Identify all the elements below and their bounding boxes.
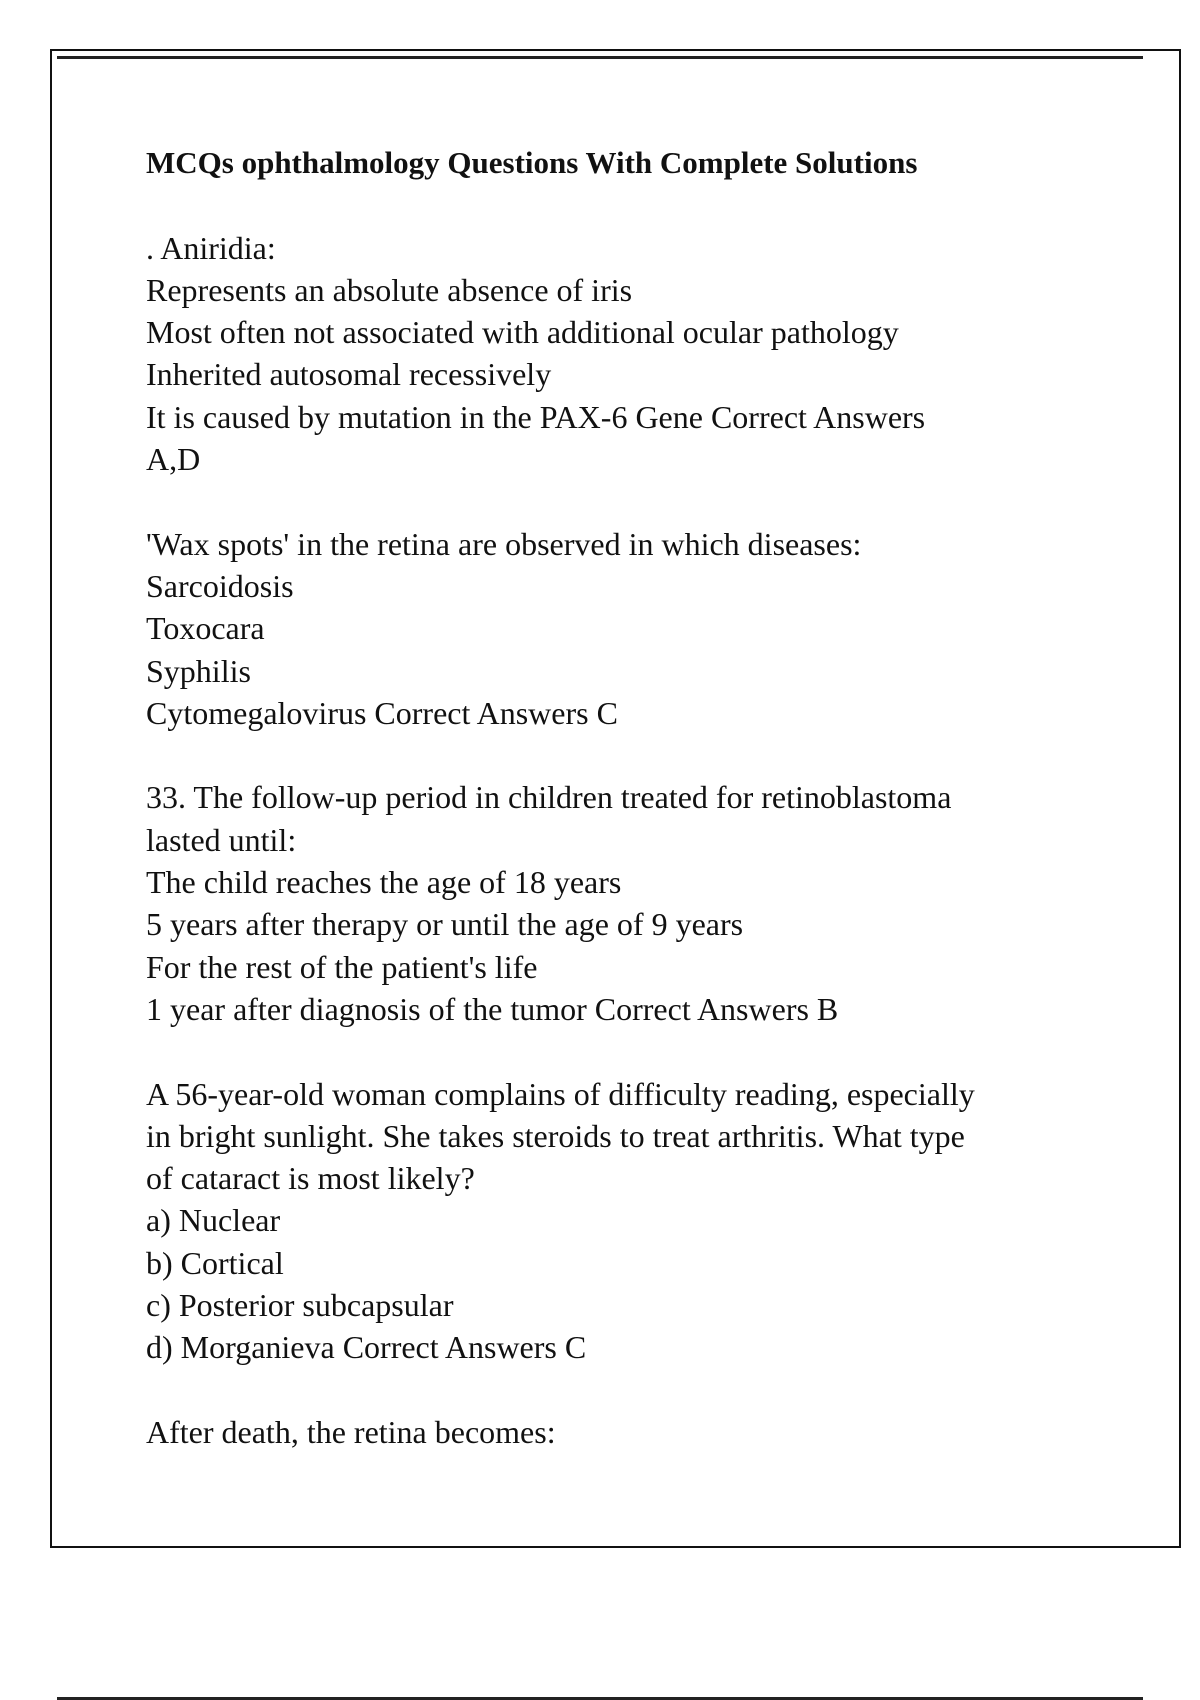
- question-line: It is caused by mutation in the PAX-6 Gene Correct Answers: [146, 398, 926, 435]
- question-block: [146, 1411, 1146, 1453]
- question-line: Syphilis: [146, 652, 251, 689]
- question-line: b) Cortical: [146, 1244, 284, 1281]
- document-body: [146, 142, 1146, 1453]
- question-line: d) Morganieva Correct Answers C: [146, 1329, 587, 1366]
- question-line: Inherited autosomal recessively: [146, 356, 552, 393]
- question-line: c) Posterior subcapsular: [146, 1287, 454, 1324]
- question-stem: . Aniridia:: [146, 229, 276, 266]
- question-stem: 33. The follow-up period in children treated for retinoblastoma: [146, 779, 952, 816]
- question-line: of cataract is most likely?: [146, 1160, 475, 1197]
- question-line: 1 year after diagnosis of the tumor Correct Answers B: [146, 990, 839, 1027]
- question-list: [146, 227, 1146, 1454]
- question-line: Most often not associated with additional ocular pathology: [146, 314, 899, 351]
- question-block: [146, 776, 1146, 1030]
- question-line: in bright sunlight. She takes steroids to treat arthritis. What type: [146, 1117, 965, 1154]
- question-block: [146, 227, 1146, 481]
- header-rule: [57, 56, 1143, 59]
- question-block: [146, 1073, 1146, 1369]
- question-line: A,D: [146, 441, 201, 478]
- question-line: Represents an absolute absence of iris: [146, 271, 633, 308]
- question-line: For the rest of the patient's life: [146, 948, 538, 985]
- question-line: lasted until:: [146, 821, 297, 858]
- question-stem: 'Wax spots' in the retina are observed in which diseases:: [146, 525, 862, 562]
- question-line: Cytomegalovirus Correct Answers C: [146, 694, 618, 731]
- document-title: MCQs ophthalmology Questions With Complete Solutions: [146, 145, 918, 180]
- question-stem: After death, the retina becomes:: [146, 1413, 556, 1450]
- question-stem: A 56-year-old woman complains of difficulty reading, especially: [146, 1075, 975, 1112]
- question-line: a) Nuclear: [146, 1202, 281, 1239]
- question-line: The child reaches the age of 18 years: [146, 864, 622, 901]
- question-line: 5 years after therapy or until the age of 9 years: [146, 906, 744, 943]
- question-block: [146, 523, 1146, 734]
- question-line: Sarcoidosis: [146, 567, 294, 604]
- question-line: Toxocara: [146, 610, 265, 647]
